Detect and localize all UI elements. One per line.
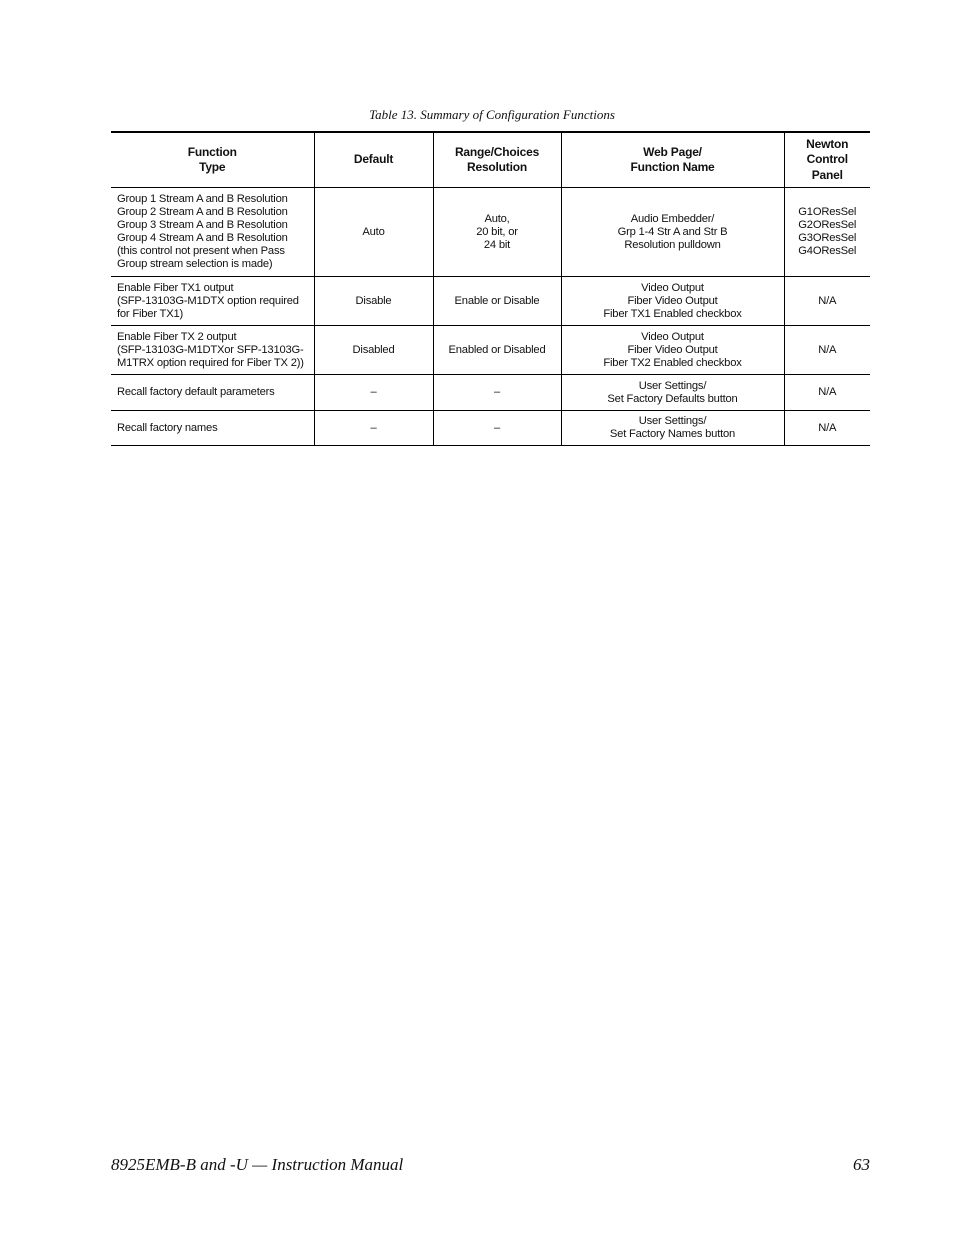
cell-text-line: (SFP-13103G-M1DTXor SFP-13103G- <box>117 343 304 356</box>
cell-text-line: Fiber TX2 Enabled checkbox <box>603 356 742 369</box>
table-cell <box>561 411 784 446</box>
cell-text-line: Resolution pulldown <box>624 238 721 251</box>
table-cell <box>314 411 433 446</box>
cell-text-line: Auto, <box>484 212 510 225</box>
cell-text-line: M1TRX option required for Fiber TX 2)) <box>117 356 304 369</box>
table-row <box>111 188 870 277</box>
cell-text-line: Set Factory Names button <box>609 428 736 440</box>
cell-text-line: Group stream selection is made) <box>117 258 273 270</box>
cell-text-line: – <box>370 386 377 398</box>
header-text-line: Web Page/ <box>643 144 702 159</box>
cell-text-line: User Settings/ <box>638 379 707 392</box>
cell-text-line: N/A <box>818 294 837 307</box>
column-header-2 <box>433 132 561 188</box>
table-cell <box>433 277 561 326</box>
cell-text-line: Enable Fiber TX 2 output <box>117 330 237 343</box>
table-caption: Table 13. Summary of Configuration Functions <box>369 107 615 122</box>
cell-text-line: (this control not present when Pass <box>117 245 285 257</box>
cell-text-line: User Settings/ <box>638 415 707 427</box>
cell-text-line: Group 3 Stream A and B Resolution <box>117 219 288 231</box>
table-cell <box>111 375 314 411</box>
table-cell <box>433 375 561 411</box>
table-cell <box>784 326 870 375</box>
page-footer <box>111 1155 870 1175</box>
table-row <box>111 411 870 446</box>
header-text-line: Resolution <box>467 160 527 174</box>
configuration-functions-table <box>111 131 870 446</box>
cell-text-line: Fiber Video Output <box>627 294 718 307</box>
header-text-line: Function Name <box>630 160 715 174</box>
cell-text-line: Recall factory default parameters <box>117 386 275 398</box>
cell-text-line: Enabled or Disabled <box>448 343 546 356</box>
cell-text-line: 24 bit <box>483 238 511 251</box>
table-cell <box>433 411 561 446</box>
cell-text-line: Recall factory names <box>117 421 218 434</box>
table-cell <box>111 188 314 277</box>
cell-text-line: N/A <box>818 421 837 434</box>
footer-title: 8925EMB-B and -U — Instruction Manual <box>111 1155 404 1174</box>
cell-text-line: Disable <box>355 294 392 307</box>
table-body <box>111 188 870 446</box>
header-text-line: Control <box>806 152 848 167</box>
table-row <box>111 375 870 411</box>
cell-text-line: Audio Embedder/ <box>630 212 715 225</box>
cell-text-line: Video Output <box>641 330 704 343</box>
header-text-line: Default <box>353 152 394 167</box>
table-cell <box>314 326 433 375</box>
cell-text-line: Auto <box>362 225 385 238</box>
column-header-0 <box>111 132 314 188</box>
cell-text-line: 20 bit, or <box>476 225 518 238</box>
column-header-1 <box>314 132 433 188</box>
table-cell <box>561 277 784 326</box>
cell-text-line: G4OResSel <box>798 245 857 257</box>
table-cell <box>111 411 314 446</box>
table-cell <box>561 326 784 375</box>
table-cell <box>314 188 433 277</box>
cell-text-line: Set Factory Defaults button <box>607 392 738 405</box>
header-text-line: Type <box>199 160 226 174</box>
cell-text-line: – <box>493 421 501 434</box>
cell-text-line: Fiber TX1 Enabled checkbox <box>603 307 742 320</box>
cell-text-line: N/A <box>818 343 837 356</box>
table-row <box>111 326 870 375</box>
cell-text-line: for Fiber TX1) <box>117 307 184 320</box>
cell-text-line: – <box>370 421 377 434</box>
cell-text-line: Disabled <box>352 343 395 356</box>
header-text-line: Panel <box>811 167 843 182</box>
table-row <box>111 277 870 326</box>
table-header <box>111 132 870 188</box>
cell-text-line: G1OResSel <box>798 206 857 218</box>
column-header-4 <box>784 132 870 188</box>
table-cell <box>784 188 870 277</box>
cell-text-line: G3OResSel <box>798 232 857 244</box>
table-cell <box>314 375 433 411</box>
cell-text-line: – <box>493 386 501 398</box>
table-cell <box>314 277 433 326</box>
table-cell <box>433 188 561 277</box>
cell-text-line: Grp 1-4 Str A and Str B <box>617 225 728 238</box>
cell-text-line: G2OResSel <box>798 219 857 231</box>
cell-text-line: Enable Fiber TX1 output <box>117 281 234 294</box>
page-number: 63 <box>853 1155 870 1174</box>
header-text-line: Range/Choices <box>454 144 540 159</box>
header-text-line: Newton <box>806 136 849 151</box>
cell-text-line: Group 4 Stream A and B Resolution <box>117 232 288 244</box>
table-cell <box>561 188 784 277</box>
header-row <box>111 132 870 188</box>
table-cell <box>784 277 870 326</box>
column-header-3 <box>561 132 784 188</box>
cell-text-line: (SFP-13103G-M1DTX option required <box>117 294 299 307</box>
table-cell <box>111 326 314 375</box>
cell-text-line: Group 1 Stream A and B Resolution <box>117 193 288 205</box>
cell-text-line: N/A <box>818 386 837 398</box>
cell-text-line: Fiber Video Output <box>627 343 718 356</box>
table-cell <box>561 375 784 411</box>
table-cell <box>784 375 870 411</box>
header-text-line: Function <box>187 144 237 159</box>
table-cell <box>784 411 870 446</box>
cell-text-line: Group 2 Stream A and B Resolution <box>117 206 288 218</box>
table-cell <box>433 326 561 375</box>
table-cell <box>111 277 314 326</box>
cell-text-line: Video Output <box>641 281 704 294</box>
cell-text-line: Enable or Disable <box>454 294 540 307</box>
